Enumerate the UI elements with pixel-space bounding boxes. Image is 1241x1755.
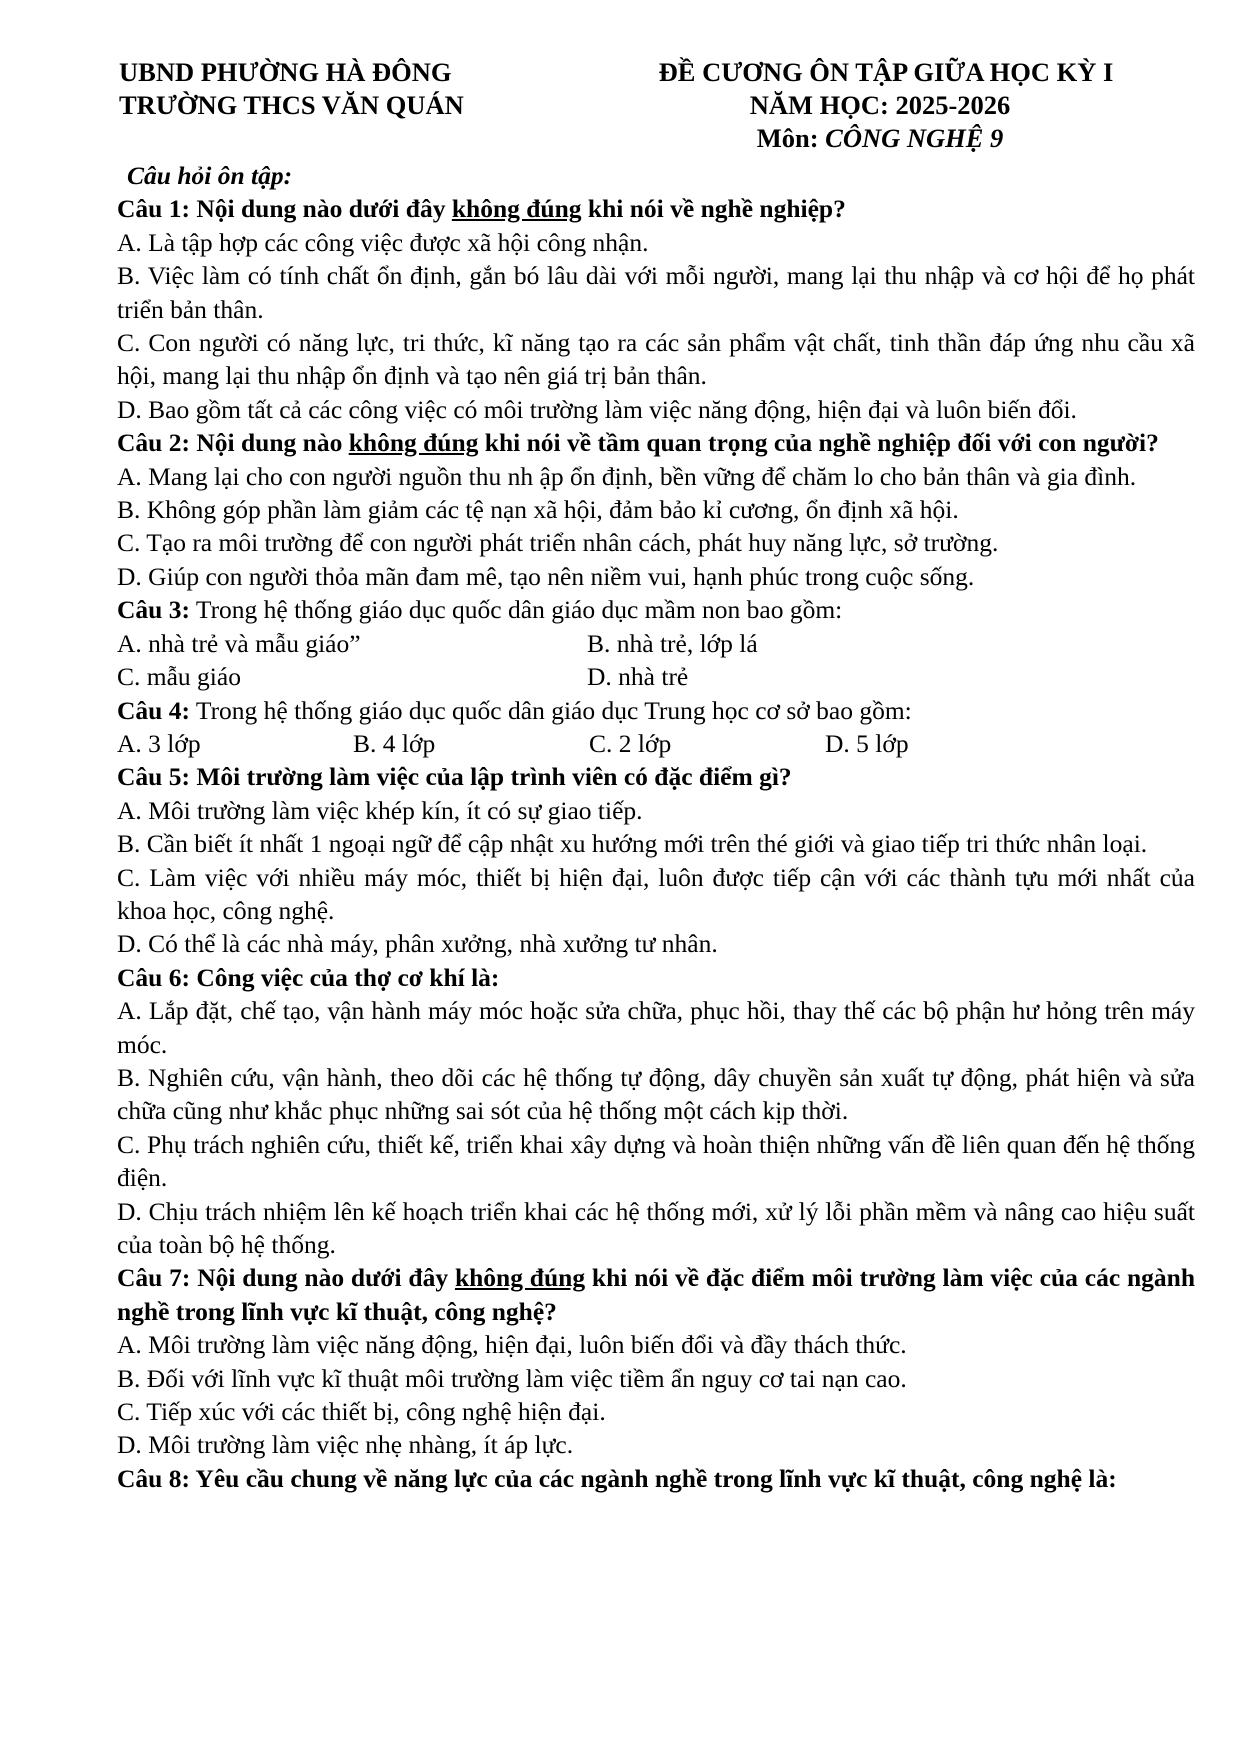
question-4-option-d: D. 5 lớp — [825, 728, 909, 758]
question-6-option-c: C. Phụ trách nghiên cứu, thiết kế, triển khai xây dựng và hoàn thiện những vấn đề liên quan đến hệ thống điện. — [117, 1129, 1195, 1193]
subject-label: Môn: — [756, 123, 826, 153]
question-7-option-a: A. Môi trường làm việc năng động, hiện đại, luôn biến đổi và đầy thách thức. — [117, 1330, 907, 1360]
question-6-option-a: A. Lắp đặt, chế tạo, vận hành máy móc hoặc sửa chữa, phục hồi, thay thế các bộ phận hư hỏng trên máy móc. — [117, 996, 1195, 1059]
question-3-option-a: A. nhà trẻ và mẫu giáo” — [117, 628, 361, 658]
stem-text: khi nói về đặc điểm môi trường làm việc của các ngành nghề trong lĩnh vực kĩ thuật, công nghệ? — [117, 1263, 1196, 1326]
review-intro: Câu hỏi ôn tập: — [127, 161, 293, 190]
subject-line — [560, 122, 1200, 155]
emphasis-text: không đúng — [348, 428, 479, 458]
question-2-option-d: D. Giúp con người thỏa mãn đam mê, tạo nên niềm vui, hạnh phúc trong cuộc sống. — [117, 561, 975, 591]
stem-text: khi nói về nghề nghiệp? — [581, 194, 846, 224]
question-number: Câu 4: — [117, 695, 190, 725]
question-1-option-b: B. Việc làm có tính chất ổn định, gắn bó lâu dài với mỗi người, mang lại thu nhập và cơ hội để họ phát triển bản thân. — [117, 261, 1195, 324]
question-7-option-c: C. Tiếp xúc với các thiết bị, công nghệ hiện đại. — [117, 1397, 606, 1427]
question-2-stem — [117, 426, 1195, 459]
stem-text: Môi trường làm việc của lập trình viên có đặc điểm gì? — [189, 762, 792, 792]
question-list — [117, 159, 1195, 1495]
question-3-option-d: D. nhà trẻ — [587, 662, 689, 692]
question-number: Câu 2: — [117, 428, 190, 458]
question-4-option-c: C. 2 lớp — [589, 728, 672, 758]
stem-text: khi nói về tầm quan trọng của nghề nghiệp đối với con người? — [478, 428, 1159, 458]
question-4-options-row — [117, 727, 1195, 760]
stem-text: Công việc của thợ cơ khí là: — [189, 962, 500, 992]
question-8-stem — [117, 1462, 1195, 1495]
question-3-stem — [117, 593, 1195, 626]
question-5-stem — [117, 760, 1195, 793]
question-3-option-b: B. nhà trẻ, lớp lá — [587, 628, 758, 658]
question-5-option-b: B. Cần biết ít nhất 1 ngoại ngữ để cập nhật xu hướng mới trên thé giới và giao tiếp tri thức nhân loại. — [117, 829, 1148, 859]
question-5-option-c: C. Làm việc với nhiều máy móc, thiết bị hiện đại, luôn được tiếp cận với các thành tựu mới nhất của khoa học, công nghệ. — [117, 862, 1195, 925]
question-7-option-d: D. Môi trường làm việc nhẹ nhàng, ít áp lực. — [117, 1430, 574, 1460]
question-3-options-row — [117, 660, 1195, 693]
question-number: Câu 7: — [117, 1263, 191, 1293]
question-number: Câu 8: — [117, 1463, 190, 1493]
school-name: TRƯỜNG THCS VĂN QUÁN — [119, 90, 464, 120]
question-number: Câu 6: — [117, 962, 190, 992]
question-5-option-d: D. Có thể là các nhà máy, phân xưởng, nhà xưởng tư nhân. — [117, 929, 718, 959]
emphasis-text: không đúng — [454, 1263, 586, 1293]
document-title-block — [560, 56, 1200, 155]
emphasis-text: không đúng — [451, 194, 582, 224]
question-number: Câu 3: — [117, 595, 190, 625]
stem-text: Nội dung nào dưới đây — [190, 1263, 455, 1293]
question-5-option-a: A. Môi trường làm việc khép kín, ít có sự giao tiếp. — [117, 795, 643, 825]
question-number: Câu 1: — [117, 194, 190, 224]
question-6-stem — [117, 961, 1195, 994]
question-7-stem — [117, 1261, 1195, 1328]
question-2-option-b: B. Không góp phần làm giảm các tệ nạn xã hội, đảm bảo kỉ cương, ổn định xã hội. — [117, 495, 959, 525]
authority-line: UBND PHƯỜNG HÀ ĐÔNG — [119, 57, 452, 87]
issuing-authority — [119, 56, 464, 122]
question-3-options-row — [117, 627, 1195, 660]
stem-text: Yêu cầu chung về năng lực của các ngành nghề trong lĩnh vực kĩ thuật, công nghệ là: — [189, 1463, 1117, 1493]
question-4-option-a: A. 3 lớp — [117, 728, 201, 758]
question-7-option-b: B. Đối với lĩnh vực kĩ thuật môi trường làm việc tiềm ẩn nguy cơ tai nạn cao. — [117, 1363, 907, 1393]
stem-text: Trong hệ thống giáo dục quốc dân giáo dục mầm non bao gồm: — [189, 595, 843, 625]
question-1-option-d: D. Bao gồm tất cả các công việc có môi trường làm việc năng động, hiện đại và luôn biến đổi. — [117, 394, 1077, 424]
question-1-option-c: C. Con người có năng lực, tri thức, kĩ năng tạo ra các sản phẩm vật chất, tinh thần đáp ứng nhu cầu xã hội, mang lại thu nhập ổn định và tạo nên giá trị bản thân. — [117, 328, 1195, 391]
question-6-option-b: B. Nghiên cứu, vận hành, theo dõi các hệ thống tự động, dây chuyền sản xuất tự động, phát hiện và sửa chữa cũng như khắc phục những sai sót của hệ thống một cách kịp thời. — [117, 1062, 1195, 1126]
question-1-option-a: A. Là tập hợp các công việc được xã hội công nhận. — [117, 227, 649, 257]
question-number: Câu 5: — [117, 762, 190, 792]
school-year: NĂM HỌC: 2025-2026 — [749, 90, 1011, 120]
stem-text: Nội dung nào dưới đây — [189, 194, 452, 224]
question-2-option-a: A. Mang lại cho con người nguồn thu nh ập ổn định, bền vững để chăm lo cho bản thân và gia đình. — [117, 461, 1137, 491]
document-title: ĐỀ CƯƠNG ÔN TẬP GIỮA HỌC KỲ I — [658, 57, 1114, 87]
question-1-stem — [117, 192, 1195, 225]
question-4-option-b: B. 4 lớp — [353, 728, 436, 758]
stem-text: Trong hệ thống giáo dục quốc dân giáo dục Trung học cơ sở bao gồm: — [189, 695, 912, 725]
stem-text: Nội dung nào — [189, 428, 349, 458]
question-2-option-c: C. Tạo ra môi trường để con người phát triển nhân cách, phát huy năng lực, sở trường. — [117, 528, 999, 558]
question-6-option-d: D. Chịu trách nhiệm lên kế hoạch triển khai các hệ thống mới, xử lý lỗi phần mềm và nâng cao hiệu suất của toàn bộ hệ thống. — [117, 1196, 1195, 1259]
question-3-option-c: C. mẫu giáo — [117, 662, 241, 692]
question-4-stem — [117, 694, 1195, 727]
subject-name: CÔNG NGHỆ 9 — [825, 123, 1004, 153]
